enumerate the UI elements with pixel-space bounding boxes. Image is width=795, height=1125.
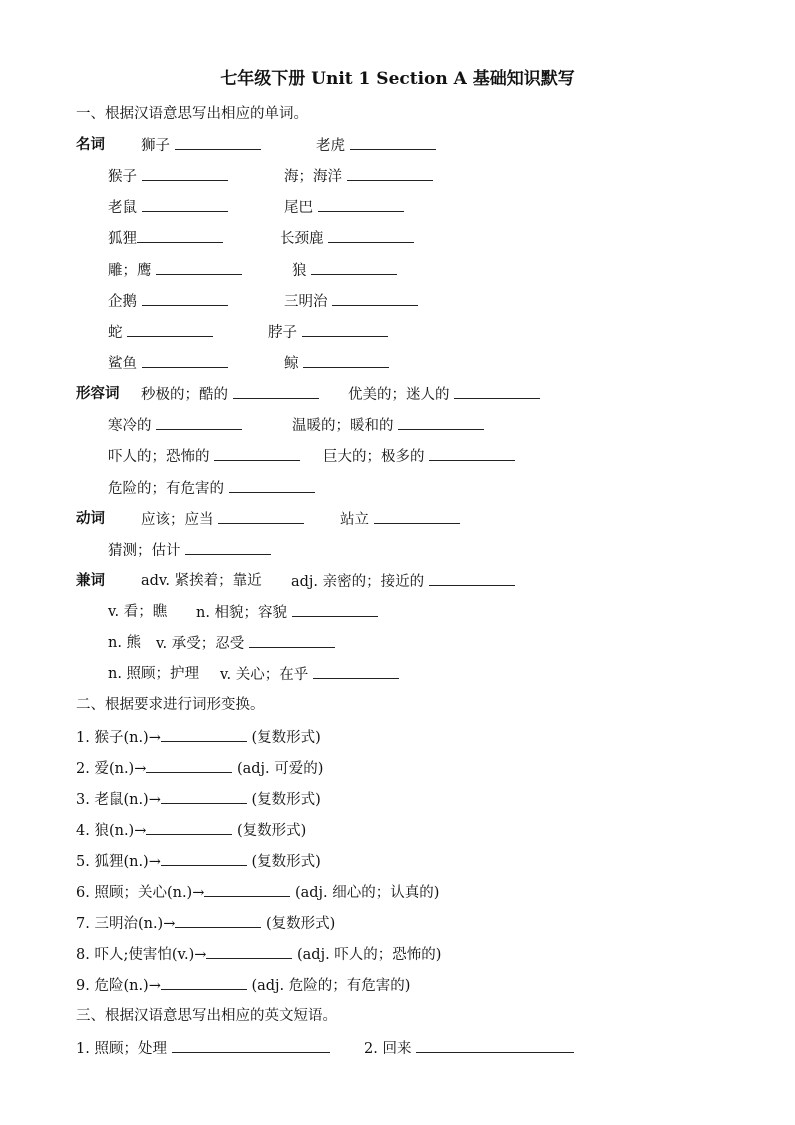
multi-item <box>141 571 262 591</box>
answer-blank[interactable] <box>292 602 378 617</box>
answer-blank[interactable] <box>303 353 389 368</box>
verb-text: 站立 <box>340 512 369 528</box>
verb-item <box>141 509 304 530</box>
adj-item <box>292 415 484 436</box>
verb-text: 猜测；估计 <box>108 543 181 559</box>
answer-blank[interactable] <box>350 135 436 150</box>
answer-blank[interactable] <box>328 228 414 243</box>
noun-item <box>268 322 388 343</box>
section-3-heading: 三、根据汉语意思写出相应的英文短语。 <box>76 1008 337 1024</box>
multi-text: adj. 亲密的；接近的 <box>291 574 425 590</box>
answer-blank[interactable] <box>429 571 515 586</box>
answer-blank[interactable] <box>142 166 228 181</box>
transform-hint: (复数形式) <box>246 730 321 746</box>
noun-text: 企鹅 <box>108 294 137 310</box>
noun-item <box>141 135 261 156</box>
noun-text: 狐狸 <box>108 231 137 247</box>
noun-item <box>108 228 223 249</box>
answer-blank[interactable] <box>214 446 300 461</box>
answer-blank[interactable] <box>161 975 247 990</box>
answer-blank[interactable] <box>156 415 242 430</box>
answer-blank[interactable] <box>374 509 460 524</box>
adj-text: 秒极的；酷的 <box>141 387 228 403</box>
phrase-item <box>364 1038 574 1059</box>
answer-blank[interactable] <box>429 446 515 461</box>
answer-blank[interactable] <box>311 260 397 275</box>
transform-item <box>76 851 321 872</box>
answer-blank[interactable] <box>142 291 228 306</box>
transform-prompt: 4. 狼(n.)→ <box>76 823 147 839</box>
multi-text: n. 相貌；容貌 <box>196 605 288 621</box>
transform-item <box>76 975 410 996</box>
transform-item <box>76 789 321 810</box>
noun-item <box>108 197 228 218</box>
answer-blank[interactable] <box>175 913 261 928</box>
noun-text: 海；海洋 <box>284 169 342 185</box>
noun-text: 脖子 <box>268 325 297 341</box>
noun-item <box>108 166 228 187</box>
noun-text: 三明治 <box>284 294 328 310</box>
verb-item <box>108 540 271 561</box>
multi-item <box>220 664 399 685</box>
transform-item <box>76 820 306 841</box>
adj-text: 危险的；有危害的 <box>108 481 224 497</box>
transform-hint: (adj. 危险的；有危害的) <box>246 978 411 994</box>
answer-blank[interactable] <box>332 291 418 306</box>
answer-blank[interactable] <box>206 944 292 959</box>
noun-item <box>280 228 414 249</box>
transform-hint: (adj. 可爱的) <box>232 761 324 777</box>
transform-hint: (复数形式) <box>261 916 336 932</box>
transform-prompt: 2. 爱(n.)→ <box>76 761 147 777</box>
answer-blank[interactable] <box>318 197 404 212</box>
multi-item <box>291 571 515 592</box>
multi-text: n. 熊 <box>108 635 142 651</box>
answer-blank[interactable] <box>146 758 232 773</box>
transform-item <box>76 882 439 903</box>
noun-text: 雕；鹰 <box>108 263 152 279</box>
answer-blank[interactable] <box>249 633 335 648</box>
transform-prompt: 5. 狐狸(n.)→ <box>76 854 161 870</box>
transform-hint: (复数形式) <box>246 792 321 808</box>
answer-blank[interactable] <box>204 882 290 897</box>
phrase-item <box>76 1038 330 1059</box>
noun-text: 鲸 <box>284 356 299 372</box>
answer-blank[interactable] <box>416 1038 574 1053</box>
adj-text: 温暖的；暖和的 <box>292 418 394 434</box>
adj-item <box>108 446 300 467</box>
adj-item <box>108 478 315 499</box>
adj-text: 寒冷的 <box>108 418 152 434</box>
noun-item <box>292 260 397 281</box>
multi-text: v. 关心；在乎 <box>220 667 309 683</box>
noun-text: 尾巴 <box>284 200 313 216</box>
verb-text: 应该；应当 <box>141 512 214 528</box>
answer-blank[interactable] <box>233 384 319 399</box>
transform-prompt: 7. 三明治(n.)→ <box>76 916 176 932</box>
transform-prompt: 3. 老鼠(n.)→ <box>76 792 161 808</box>
multi-item <box>108 602 167 622</box>
answer-blank[interactable] <box>218 509 304 524</box>
transform-hint: (adj. 吓人的；恐怖的) <box>292 947 442 963</box>
noun-text: 猴子 <box>108 169 137 185</box>
transform-item <box>76 944 441 965</box>
answer-blank[interactable] <box>398 415 484 430</box>
noun-item <box>284 166 433 187</box>
noun-text: 狼 <box>292 263 307 279</box>
answer-blank[interactable] <box>142 197 228 212</box>
verbs-label: 动词 <box>76 510 105 527</box>
answer-blank[interactable] <box>302 322 388 337</box>
transform-prompt: 1. 猴子(n.)→ <box>76 730 161 746</box>
multi-item <box>196 602 378 623</box>
adj-item <box>323 446 515 467</box>
multi-item <box>108 664 199 684</box>
transform-hint: (复数形式) <box>246 854 321 870</box>
adj-item <box>348 384 540 405</box>
answer-blank[interactable] <box>161 851 247 866</box>
adj-label: 形容词 <box>76 385 120 402</box>
answer-blank[interactable] <box>229 478 315 493</box>
verb-item <box>340 509 460 530</box>
answer-blank[interactable] <box>142 353 228 368</box>
multi-text: n. 照顾；护理 <box>108 666 200 682</box>
noun-text: 长颈鹿 <box>280 231 324 247</box>
phrase-text: 2. 回来 <box>364 1041 412 1057</box>
answer-blank[interactable] <box>137 228 223 243</box>
section-2-heading: 二、根据要求进行词形变换。 <box>76 697 265 713</box>
transform-item <box>76 727 321 748</box>
noun-item <box>284 197 404 218</box>
transform-item <box>76 758 323 779</box>
noun-item <box>284 291 418 312</box>
transform-prompt: 8. 吓人;使害怕(v.)→ <box>76 947 207 963</box>
noun-item <box>284 353 389 374</box>
answer-blank[interactable] <box>161 789 247 804</box>
multi-text: v. 承受；忍受 <box>156 636 245 652</box>
answer-blank[interactable] <box>313 664 399 679</box>
answer-blank[interactable] <box>156 260 242 275</box>
adj-text: 吓人的；恐怖的 <box>108 449 210 465</box>
answer-blank[interactable] <box>172 1038 330 1053</box>
transform-hint: (adj. 细心的；认真的) <box>290 885 440 901</box>
phrase-text: 1. 照顾；处理 <box>76 1041 167 1057</box>
transform-prompt: 6. 照顾；关心(n.)→ <box>76 885 205 901</box>
noun-item <box>108 291 228 312</box>
noun-text: 老鼠 <box>108 200 137 216</box>
answer-blank[interactable] <box>127 322 213 337</box>
nouns-label: 名词 <box>76 136 105 153</box>
adj-item <box>108 415 242 436</box>
multi-label: 兼词 <box>76 572 105 589</box>
adj-text: 巨大的；极多的 <box>323 449 425 465</box>
transform-hint: (复数形式) <box>232 823 307 839</box>
answer-blank[interactable] <box>454 384 540 399</box>
multi-text: v. 看；瞧 <box>108 604 168 620</box>
section-1-heading: 一、根据汉语意思写出相应的单词。 <box>76 106 308 122</box>
transform-item <box>76 913 335 934</box>
multi-item <box>108 633 141 653</box>
noun-item <box>108 353 228 374</box>
noun-text: 狮子 <box>141 138 170 154</box>
noun-item <box>316 135 436 156</box>
noun-item <box>108 260 242 281</box>
answer-blank[interactable] <box>185 540 271 555</box>
page-title: 七年级下册 Unit 1 Section A 基础知识默写 <box>220 69 575 89</box>
adj-text: 优美的；迷人的 <box>348 387 450 403</box>
answer-blank[interactable] <box>161 727 247 742</box>
multi-item <box>156 633 335 654</box>
answer-blank[interactable] <box>146 820 232 835</box>
answer-blank[interactable] <box>175 135 261 150</box>
noun-text: 鲨鱼 <box>108 356 137 372</box>
noun-item <box>108 322 213 343</box>
multi-text: adv. 紧挨着；靠近 <box>141 573 262 589</box>
adj-item <box>141 384 319 405</box>
transform-prompt: 9. 危险(n.)→ <box>76 978 161 994</box>
noun-text: 老虎 <box>316 138 345 154</box>
noun-text: 蛇 <box>108 325 123 341</box>
answer-blank[interactable] <box>347 166 433 181</box>
